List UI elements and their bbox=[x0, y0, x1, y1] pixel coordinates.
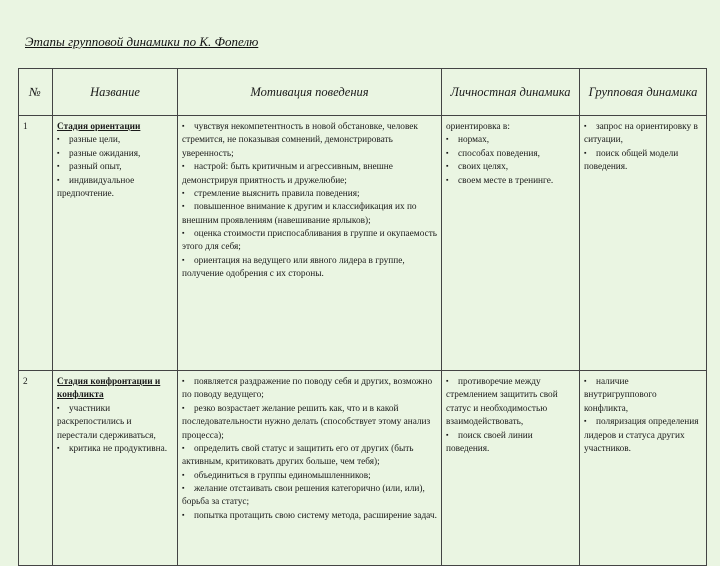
square-bullet-icon: ▪ bbox=[182, 229, 185, 237]
personal-dynamics-cell bbox=[442, 116, 580, 371]
row-number: 2 bbox=[19, 371, 53, 566]
header-personal: Личностная динамика bbox=[442, 69, 580, 116]
square-bullet-icon: ▪ bbox=[182, 470, 185, 479]
motivation-cell bbox=[178, 116, 442, 371]
square-bullet-icon: ▪ bbox=[182, 484, 185, 492]
list-item: ▪ своем месте в тренинге. bbox=[446, 175, 554, 186]
list-item: ▪ своих целях, bbox=[446, 162, 509, 173]
list-item: ▪ повышенное внимание к другим и классификация их по внешним проявлениям (навешивание ярлыков); bbox=[182, 202, 417, 226]
header-name: Название bbox=[53, 69, 178, 116]
list-item: ▪ запрос на ориентировку в ситуации, bbox=[584, 122, 698, 146]
list-item: ▪ настрой: быть критичным и агрессивным, внешне демонстрируя приятность и дружелюбие; bbox=[182, 162, 393, 186]
square-bullet-icon: ▪ bbox=[584, 122, 587, 130]
list-item: ▪ оценка стоимости приспосабливания в группе и окупаемость этого для себя; bbox=[182, 229, 438, 253]
list-item: ▪ определить свой статус и защитить его от других (быть активным, критиковать других больше, чем тебя); bbox=[182, 443, 414, 468]
list-item: ▪ стремление выяснить правила поведения; bbox=[182, 188, 360, 199]
list-item: ▪ ориентация на ведущего или явного лидера в группе, получение одобрения с их стороны. bbox=[182, 255, 405, 280]
row-number: 1 bbox=[19, 116, 53, 371]
square-bullet-icon: ▪ bbox=[57, 162, 60, 171]
square-bullet-icon: ▪ bbox=[584, 148, 587, 157]
square-bullet-icon: ▪ bbox=[182, 510, 185, 519]
square-bullet-icon: ▪ bbox=[57, 148, 60, 157]
page-title: Этапы групповой динамики по К. Фопелю bbox=[25, 34, 259, 49]
list-item: ▪ разный опыт, bbox=[57, 162, 122, 173]
list-item: ▪ желание отстаивать свои решения категорично (или, или), борьба за статус; bbox=[182, 484, 425, 508]
square-bullet-icon: ▪ bbox=[57, 443, 60, 452]
group-dynamics-cell bbox=[580, 116, 707, 371]
square-bullet-icon: ▪ bbox=[446, 175, 449, 184]
square-bullet-icon: ▪ bbox=[446, 430, 449, 439]
list-item: ▪ наличие внутригруппового конфликта, bbox=[584, 377, 657, 414]
list-item: ▪ разные цели, bbox=[57, 135, 121, 146]
square-bullet-icon: ▪ bbox=[584, 377, 587, 385]
square-bullet-icon: ▪ bbox=[446, 135, 449, 144]
stage-name-cell bbox=[53, 116, 178, 371]
personal-dynamics-cell bbox=[442, 371, 580, 566]
square-bullet-icon: ▪ bbox=[446, 148, 449, 157]
square-bullet-icon: ▪ bbox=[57, 403, 60, 412]
header-group: Групповая динамика bbox=[580, 69, 707, 116]
table-row bbox=[19, 371, 707, 566]
square-bullet-icon: ▪ bbox=[182, 202, 185, 211]
square-bullet-icon: ▪ bbox=[182, 255, 185, 264]
square-bullet-icon: ▪ bbox=[446, 377, 449, 385]
square-bullet-icon: ▪ bbox=[57, 175, 60, 184]
stage-name: Стадия конфронтации и конфликта bbox=[57, 377, 161, 401]
list-item: ▪ противоречие между стремлением защитить свой статус и необходимостью взаимодействовать, bbox=[446, 377, 558, 428]
square-bullet-icon: ▪ bbox=[182, 443, 185, 452]
list-item: ▪ объединиться в группы единомышленников; bbox=[182, 470, 371, 481]
square-bullet-icon: ▪ bbox=[182, 188, 185, 197]
personal-lead: ориентировка в: bbox=[446, 122, 510, 132]
header-number: № bbox=[19, 69, 53, 116]
square-bullet-icon: ▪ bbox=[182, 162, 185, 171]
table-row bbox=[19, 116, 707, 371]
list-item: ▪ поиск своей линии поведения. bbox=[446, 430, 533, 454]
list-item: ▪ поляризация определения лидеров и статуса других участников. bbox=[584, 417, 699, 454]
list-item: ▪ способах поведения, bbox=[446, 148, 540, 159]
list-item: ▪ критика не продуктивна. bbox=[57, 443, 168, 454]
group-dynamics-cell bbox=[580, 371, 707, 566]
square-bullet-icon: ▪ bbox=[446, 162, 449, 171]
square-bullet-icon: ▪ bbox=[57, 135, 60, 144]
stage-name: Стадия ориентации bbox=[57, 122, 141, 132]
list-item: ▪ нормах, bbox=[446, 135, 490, 146]
table-header-row bbox=[19, 69, 707, 116]
header-motivation: Мотивация поведения bbox=[178, 69, 442, 116]
square-bullet-icon: ▪ bbox=[182, 403, 185, 412]
square-bullet-icon: ▪ bbox=[584, 417, 587, 426]
motivation-cell bbox=[178, 371, 442, 566]
dynamics-table bbox=[18, 68, 707, 566]
list-item: ▪ индивидуальное предпочтение. bbox=[57, 175, 135, 199]
list-item: ▪ участники раскрепостились и перестали сдерживаться, bbox=[57, 403, 156, 441]
list-item: ▪ поиск общей модели поведения. bbox=[584, 148, 679, 173]
list-item: ▪ разные ожидания, bbox=[57, 148, 141, 159]
list-item: ▪ попытка протащить свою систему метода, расширение задач. bbox=[182, 510, 437, 521]
list-item: ▪ резко возрастает желание решить как, что и в какой последовательности нужно делать (способствует этому анализ процесса); bbox=[182, 403, 431, 441]
list-item: ▪ появляется раздражение по поводу себя и других, возможно по поводу ведущего; bbox=[182, 377, 433, 401]
stage-name-cell bbox=[53, 371, 178, 566]
square-bullet-icon: ▪ bbox=[182, 122, 185, 130]
list-item: ▪ чувствуя некомпетентность в новой обстановке, человек стремится, не показывая сомнений, демонстрировать уверенность; bbox=[182, 122, 418, 159]
square-bullet-icon: ▪ bbox=[182, 377, 185, 385]
